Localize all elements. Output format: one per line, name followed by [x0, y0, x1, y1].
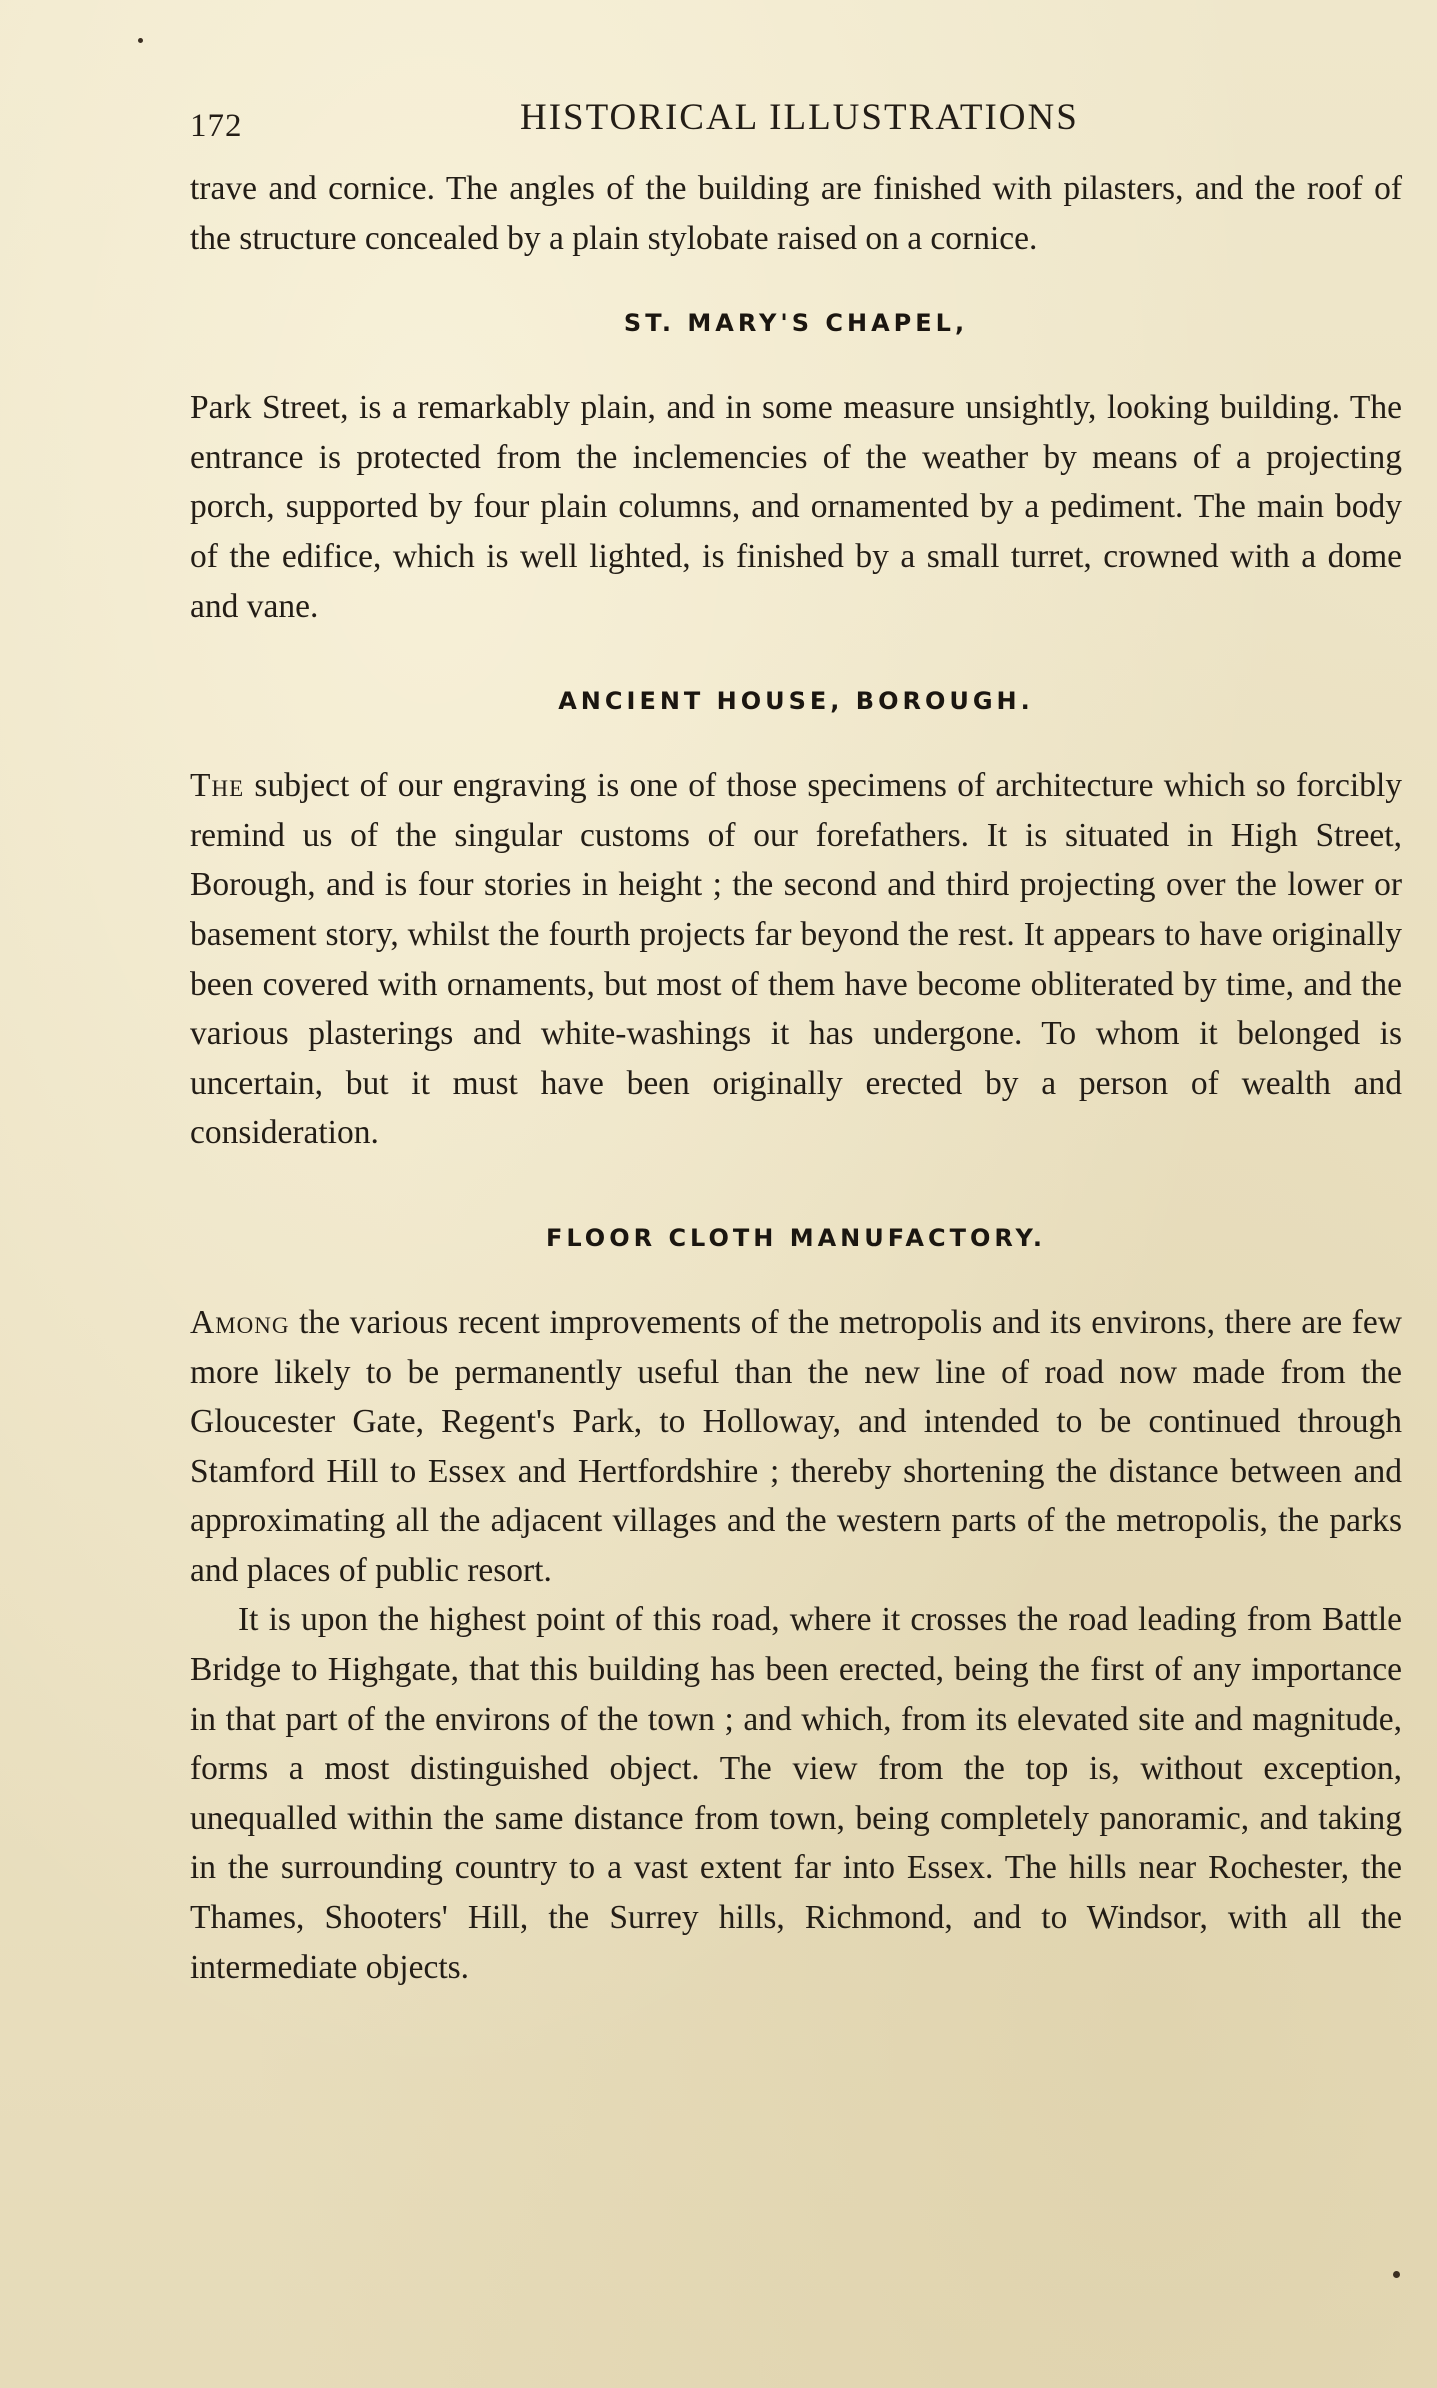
paragraph-text: Park Street, is a remarkably plain, and in some measure unsightly, looking building. The entrance is protected from the inclemencies of the weather by means of a projecting porch, supported by four plain columns, and ornamented by a pediment. The main body of the edifice, which is well lighted, is finished by a small turret, crowned with a dome and vane.	[190, 389, 1402, 625]
page-number: 172	[190, 108, 243, 144]
section-heading-ancient-house: ANCIENT HOUSE, BOROUGH.	[558, 687, 1034, 716]
paragraph-floor-cloth-2	[190, 1595, 1402, 1992]
paragraph-ancient-house	[190, 761, 1402, 1158]
running-title: HISTORICAL ILLUSTRATIONS	[520, 97, 1079, 138]
ink-speck	[138, 38, 143, 43]
paragraph-text: It is upon the highest point of this road, where it crosses the road leading from Battle Bridge to Highgate, that this building has been erected, being the first of any importance in that part of the environs of the town ; and which, from its elevated site and magnitude, forms a most distinguished object. The view from the top is, without exception, unequalled within the same distance from town, being completely panoramic, and taking in the surrounding country to a vast extent far into Essex. The hills near Rochester, the Thames, Shooters' Hill, the Surrey hills, Richmond, and to Windsor, with all the intermediate objects.	[190, 1601, 1402, 1986]
paragraph-st-marys-chapel	[190, 383, 1402, 631]
running-head	[190, 96, 1402, 142]
paragraph-text: subject of our engraving is one of those specimens of architecture which so forcibly remind us of the singular customs of our forefathers. It is situated in High Street, Borough, and is four stories in height ; the second and third projecting over the lower or basement story, whilst the fourth projects far beyond the rest. It appears to have originally been covered with ornaments, but most of them have become obliterated by time, and the various plasterings and white-washings it has undergone. To whom it belonged is uncertain, but it must have been originally erected by a person of wealth and consideration.	[190, 767, 1402, 1152]
continuation-paragraph: trave and cornice. The angles of the building are finished with pilasters, and the roof of the structure concealed by a plain stylobate raised on a cornice.	[190, 170, 1402, 257]
section-heading-floor-cloth-manufactory: FLOOR CLOTH MANUFACTORY.	[545, 1223, 1047, 1252]
paragraph-text: the various recent improvements of the metropolis and its environs, there are few more likely to be permanently useful than the new line of road now made from the Gloucester Gate, Regent's Park, to Holloway, and intended to be continued through Stamford Hill to Essex and Hertfordshire ; thereby shortening the distance between and approximating all the adjacent villages and the western parts of the metropolis, the parks and places of public resort.	[190, 1303, 1402, 1589]
section-heading-st-marys-chapel: ST. MARY'S CHAPEL,	[623, 309, 969, 338]
paragraph-lead-word: The	[190, 767, 245, 805]
ink-speck	[1393, 2271, 1400, 2278]
paragraph-floor-cloth-1	[190, 1298, 1402, 1596]
book-page	[190, 96, 1402, 1992]
paragraph-lead-word: Among	[190, 1303, 290, 1341]
